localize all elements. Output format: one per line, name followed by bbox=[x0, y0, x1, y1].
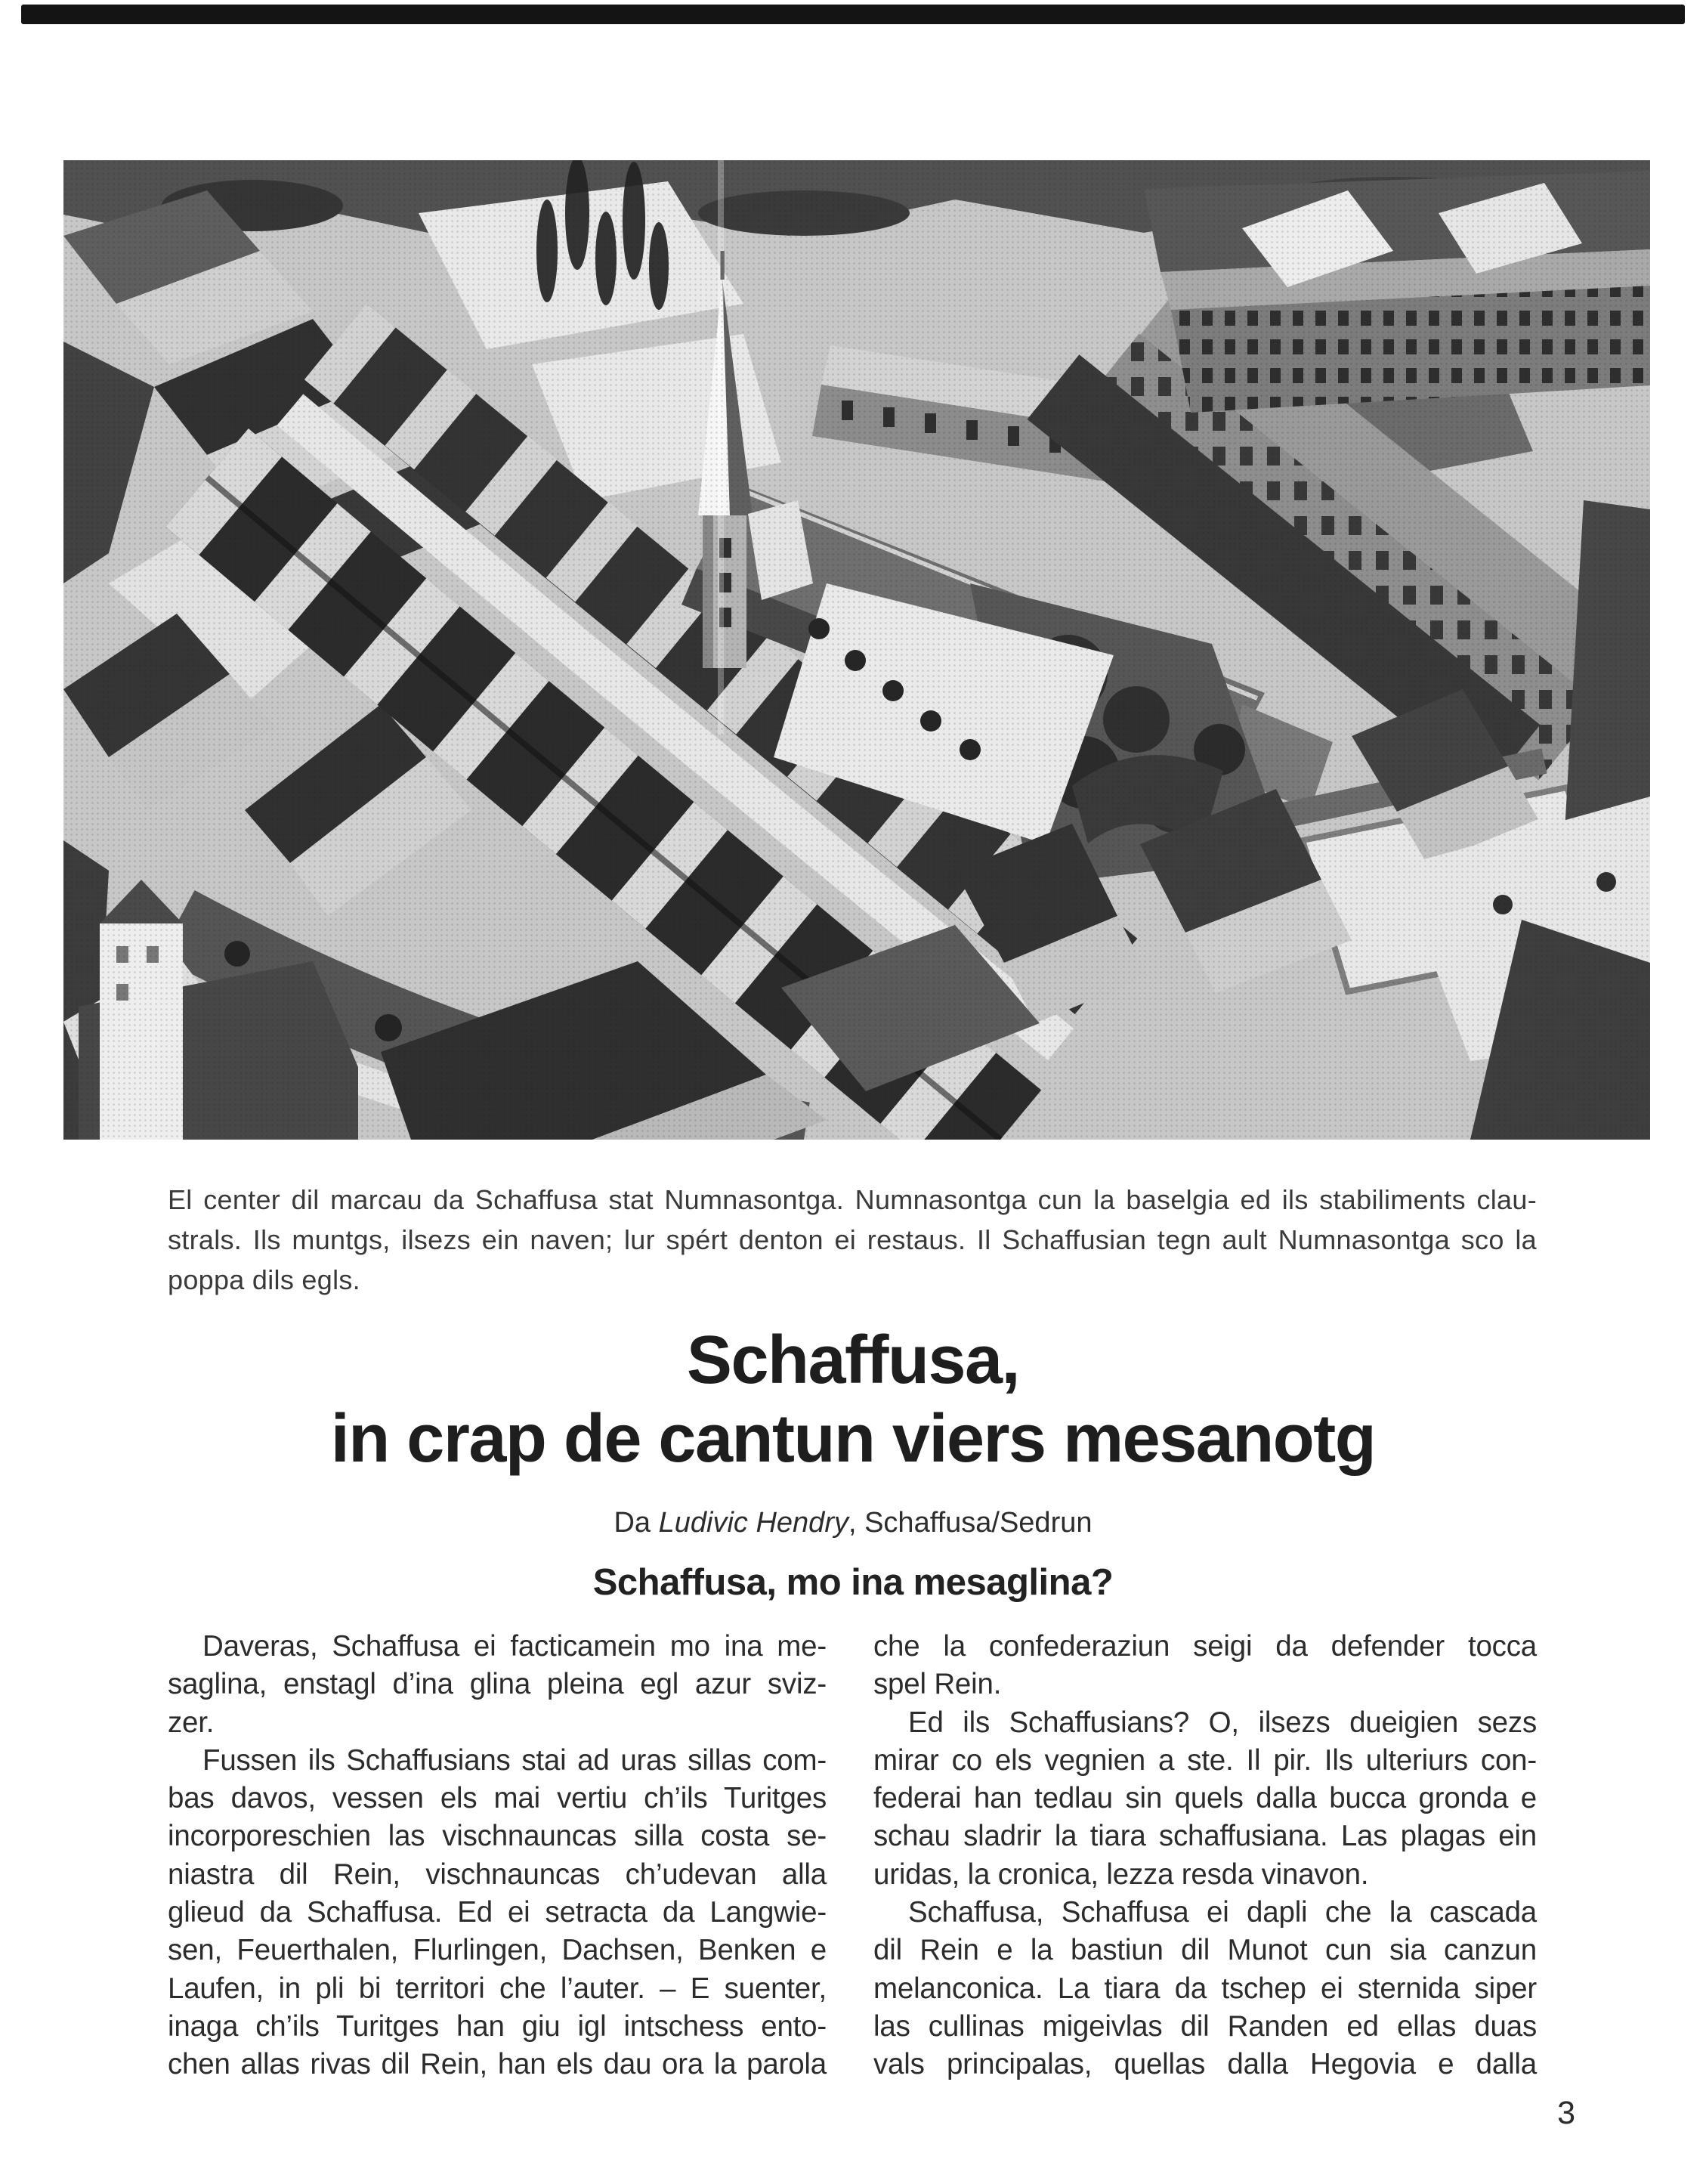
text-line: Daveras, Schaffusa ei facticamein mo ina me- bbox=[202, 1630, 827, 1663]
article-title bbox=[0, 1321, 1706, 1478]
text-line: dil Rein e la bastiun dil Munot cun sia canzun bbox=[873, 1934, 1537, 1967]
body-column-left bbox=[168, 1628, 827, 2084]
text-line: melanconica. La tiara da tschep ei sternida siper bbox=[873, 1972, 1537, 2005]
text-line: inaga ch’ils Turitges han giu igl intschess ento- bbox=[168, 2009, 827, 2043]
text-line: las cullinas migeivlas dil Randen ed ellas duas bbox=[873, 2009, 1537, 2043]
photo-caption bbox=[168, 1180, 1537, 1300]
scan-top-bar bbox=[21, 5, 1685, 24]
byline-prefix: Da bbox=[613, 1507, 659, 1539]
byline bbox=[0, 1507, 1706, 1539]
text-line: niastra dil Rein, vischnauncas ch’udevan alla bbox=[168, 1858, 827, 1891]
text-line: che la confederaziun seigi da defender tocca bbox=[873, 1630, 1537, 1663]
text-line: chen allas rivas dil Rein, han els dau ora la parola bbox=[168, 2048, 827, 2081]
text-line: strals. Ils muntgs, ilsezs ein naven; lur spért denton ei restaus. Il Schaffusian tegn ault Numnasontga sco la bbox=[168, 1224, 1537, 1255]
aerial-photo-illustration bbox=[63, 160, 1650, 1140]
text-line: saglina, enstagl d’ina glina pleina egl azur sviz- bbox=[168, 1668, 827, 1701]
text-line: federai han tedlau sin quels dalla bucca gronda e bbox=[873, 1782, 1537, 1815]
text-line: Ed ils Schaffusians? O, ilsezs dueigien sezs bbox=[908, 1706, 1537, 1739]
page-number: 3 bbox=[1557, 2095, 1575, 2131]
text-line: mirar co els vegnien a ste. Il pir. Ils ulteriurs con- bbox=[873, 1743, 1537, 1777]
byline-suffix: , Schaffusa/Sedrun bbox=[848, 1507, 1093, 1539]
text-line: schau sladrir la tiara schaffusiana. Las plagas ein bbox=[873, 1820, 1537, 1853]
byline-author: Ludivic Hendry bbox=[658, 1507, 848, 1539]
photo-halftone-overlay bbox=[63, 160, 1650, 1140]
text-line: El center dil marcau da Schaffusa stat Numnasontga. Numnasontga cun la baselgia ed ils stabiliments clau- bbox=[168, 1184, 1537, 1215]
text-line: Schaffusa, Schaffusa ei dapli che la cascada bbox=[908, 1896, 1537, 1929]
article-title-line2: in crap de cantun viers mesanotg bbox=[330, 1401, 1376, 1477]
text-line: Fussen ils Schaffusians stai ad uras sillas com- bbox=[202, 1743, 827, 1777]
text-line: sen, Feuerthalen, Flurlingen, Dachsen, Benken e bbox=[168, 1934, 827, 1967]
text-line: spel Rein. bbox=[873, 1668, 1002, 1701]
text-line: uridas, la cronica, lezza resda vinavon. bbox=[873, 1858, 1369, 1891]
text-line: bas davos, vessen els mai vertiu ch’ils Turitges bbox=[168, 1782, 827, 1815]
aerial-photo bbox=[63, 160, 1650, 1140]
text-line: glieud da Schaffusa. Ed ei setracta da Langwie- bbox=[168, 1896, 827, 1929]
article-subtitle: Schaffusa, mo ina mesaglina? bbox=[592, 1562, 1114, 1603]
body-column-right bbox=[873, 1628, 1537, 2084]
text-line: Laufen, in pli bi territori che l’auter. – E suenter, bbox=[168, 1972, 827, 2005]
text-line: vals principalas, quellas dalla Hegovia e dalla bbox=[873, 2048, 1537, 2081]
article-title-line1: Schaffusa, bbox=[686, 1322, 1020, 1398]
text-line: poppa dils egls. bbox=[168, 1264, 360, 1295]
text-line: zer. bbox=[168, 1706, 215, 1739]
text-line: incorporeschien las vischnauncas silla costa se- bbox=[168, 1820, 827, 1853]
